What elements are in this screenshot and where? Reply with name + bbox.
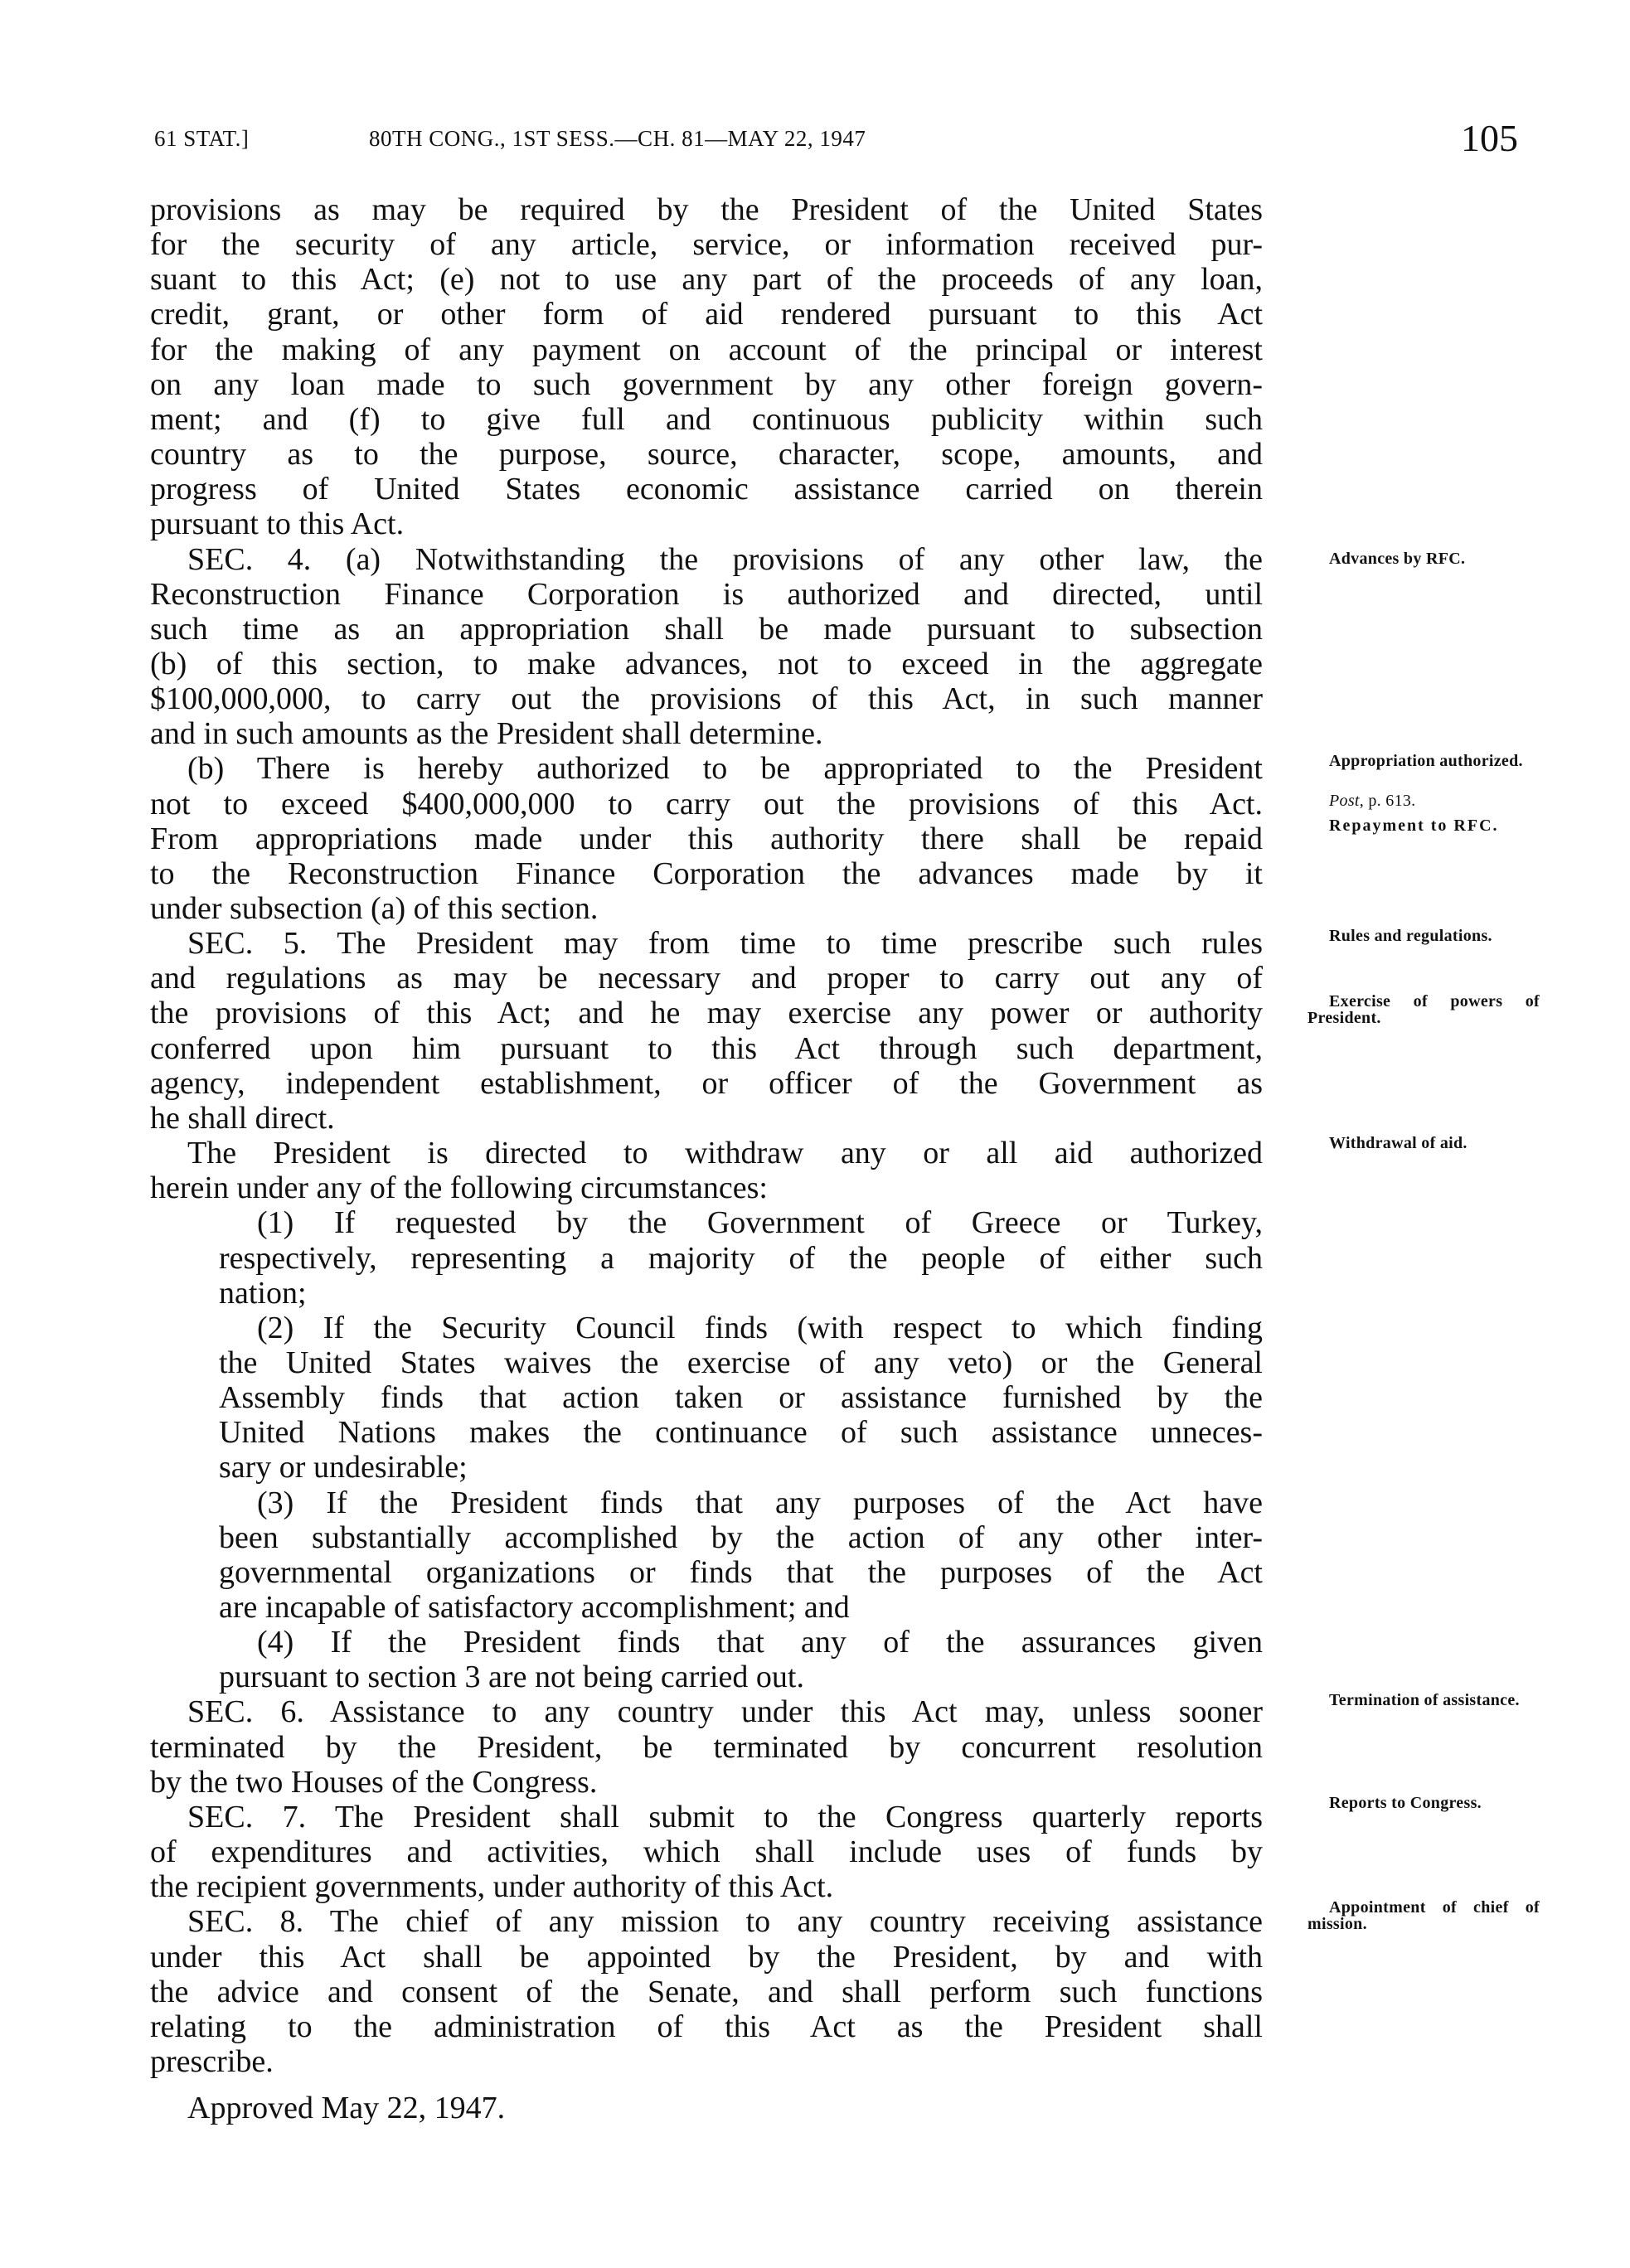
- text-line: suant to this Act; (e) not to use any part of the proceeds of any loan,: [150, 262, 1263, 298]
- text-line: (4) If the President finds that any of the assurances given: [257, 1625, 1263, 1660]
- text-line: pursuant to this Act.: [150, 506, 405, 542]
- text-line: (b) of this section, to make advances, not to exceed in the aggregate: [150, 646, 1263, 681]
- text-line: sary or undesirable;: [219, 1450, 468, 1485]
- margin-note-withdrawal: Withdrawal of aid.: [1329, 1134, 1467, 1152]
- text-line: the United States waives the exercise of any veto) or the General: [219, 1345, 1263, 1380]
- text-line: under subsection (a) of this section.: [150, 891, 599, 926]
- text-line: nation;: [219, 1275, 307, 1311]
- page-number: 105: [1461, 117, 1518, 159]
- text-line: SEC. 4. (a) Notwithstanding the provisions of any other law, the: [187, 541, 1263, 577]
- margin-note-reports: Reports to Congress.: [1329, 1794, 1482, 1812]
- margin-note-appointment: Appointment of chief of mission.: [1307, 1898, 1540, 1933]
- text-line: for the making of any payment on account of the principal or interest: [150, 332, 1263, 367]
- margin-note-exercise: Exercise of powers of President.: [1307, 992, 1540, 1027]
- text-line: prescribe.: [150, 2043, 274, 2079]
- running-title: 80TH CONG., 1ST SESS.—CH. 81—MAY 22, 1947: [369, 126, 866, 151]
- text-line: on any loan made to such government by any other foreign govern-: [150, 366, 1263, 402]
- text-line: not to exceed $400,000,000 to carry out the provisions of this Act.: [150, 786, 1263, 821]
- text-line: relating to the administration of this Act as the President shall: [150, 2009, 1263, 2044]
- text-line: under this Act shall be appointed by the President, by and with: [150, 1939, 1263, 1975]
- text-line: SEC. 8. The chief of any mission to any country receiving assistance: [187, 1904, 1263, 1940]
- post-page: , p. 613.: [1359, 792, 1416, 810]
- text-line: $100,000,000, to carry out the provisions of this Act, in such manner: [150, 681, 1263, 717]
- text-line: and regulations as may be necessary and proper to carry out any of: [150, 961, 1263, 996]
- text-line: United Nations makes the continuance of such assistance unneces-: [219, 1415, 1263, 1451]
- text-line: he shall direct.: [150, 1100, 335, 1136]
- text-line: conferred upon him pursuant to this Act through such department,: [150, 1030, 1263, 1066]
- margin-note-termination: Termination of assistance.: [1329, 1691, 1520, 1709]
- text-line: (2) If the Security Council finds (with respect to which finding: [257, 1310, 1263, 1345]
- text-line: (b) There is hereby authorized to be appropriated to the President: [187, 751, 1263, 787]
- approval-date: Approved May 22, 1947.: [187, 2091, 506, 2126]
- text-line: by the two Houses of the Congress.: [150, 1764, 598, 1800]
- text-line: respectively, representing a majority of the people of either such: [219, 1240, 1263, 1276]
- text-line: the advice and consent of the Senate, and shall perform such functions: [150, 1974, 1263, 2009]
- text-line: SEC. 7. The President shall submit to the Congress quarterly reports: [187, 1799, 1263, 1834]
- margin-note-repayment: Repayment to RFC.: [1329, 817, 1499, 835]
- text-line: pursuant to section 3 are not being carried out.: [219, 1660, 804, 1695]
- text-line: The President is directed to withdraw any or all aid authorized: [187, 1136, 1263, 1171]
- text-line: provisions as may be required by the President of the United States: [150, 192, 1263, 227]
- text-line: such time as an appropriation shall be made pursuant to subsection: [150, 611, 1263, 647]
- margin-note-appropriation: Appropriation authorized.: [1329, 752, 1523, 770]
- post-italic: Post: [1329, 792, 1360, 810]
- text-line: for the security of any article, service, or information received pur-: [150, 227, 1263, 263]
- text-line: governmental organizations or finds that the purposes of the Act: [219, 1554, 1263, 1590]
- text-line: progress of United States economic assistance carried on therein: [150, 472, 1263, 507]
- text-line: agency, independent establishment, or officer of the Government as: [150, 1065, 1263, 1101]
- text-line: Assembly finds that action taken or assistance furnished by the: [219, 1380, 1263, 1416]
- text-line: SEC. 5. The President may from time to time prescribe such rules: [187, 926, 1263, 962]
- text-line: to the Reconstruction Finance Corporation the advances made by it: [150, 855, 1263, 891]
- text-line: the recipient governments, under authority of this Act.: [150, 1869, 834, 1905]
- text-line: country as to the purpose, source, character, scope, amounts, and: [150, 437, 1263, 472]
- text-line: (3) If the President finds that any purposes of the Act have: [257, 1485, 1263, 1520]
- text-line: (1) If requested by the Government of Greece or Turkey,: [257, 1205, 1263, 1241]
- text-line: of expenditures and activities, which shall include uses of funds by: [150, 1834, 1263, 1870]
- text-line: terminated by the President, be terminated by concurrent resolution: [150, 1729, 1263, 1765]
- margin-note-rules: Rules and regulations.: [1329, 927, 1492, 945]
- text-line: From appropriations made under this authority there shall be repaid: [150, 821, 1263, 856]
- text-line: ment; and (f) to give full and continuous publicity within such: [150, 401, 1263, 437]
- text-line: the provisions of this Act; and he may exercise any power or authority: [150, 996, 1263, 1031]
- text-line: credit, grant, or other form of aid rendered pursuant to this Act: [150, 297, 1263, 332]
- text-line: herein under any of the following circumstances:: [150, 1170, 768, 1206]
- text-line: are incapable of satisfactory accomplishment; and: [219, 1590, 850, 1625]
- text-line: been substantially accomplished by the action of any other inter-: [219, 1519, 1263, 1555]
- volume-reference: 61 STAT.]: [154, 126, 250, 151]
- margin-note-advances: Advances by RFC.: [1329, 550, 1466, 568]
- text-line: Reconstruction Finance Corporation is authorized and directed, until: [150, 576, 1263, 612]
- text-line: and in such amounts as the President shall determine.: [150, 716, 823, 752]
- margin-note-post-reference: [1307, 792, 1540, 809]
- text-line: SEC. 6. Assistance to any country under this Act may, unless sooner: [187, 1694, 1263, 1730]
